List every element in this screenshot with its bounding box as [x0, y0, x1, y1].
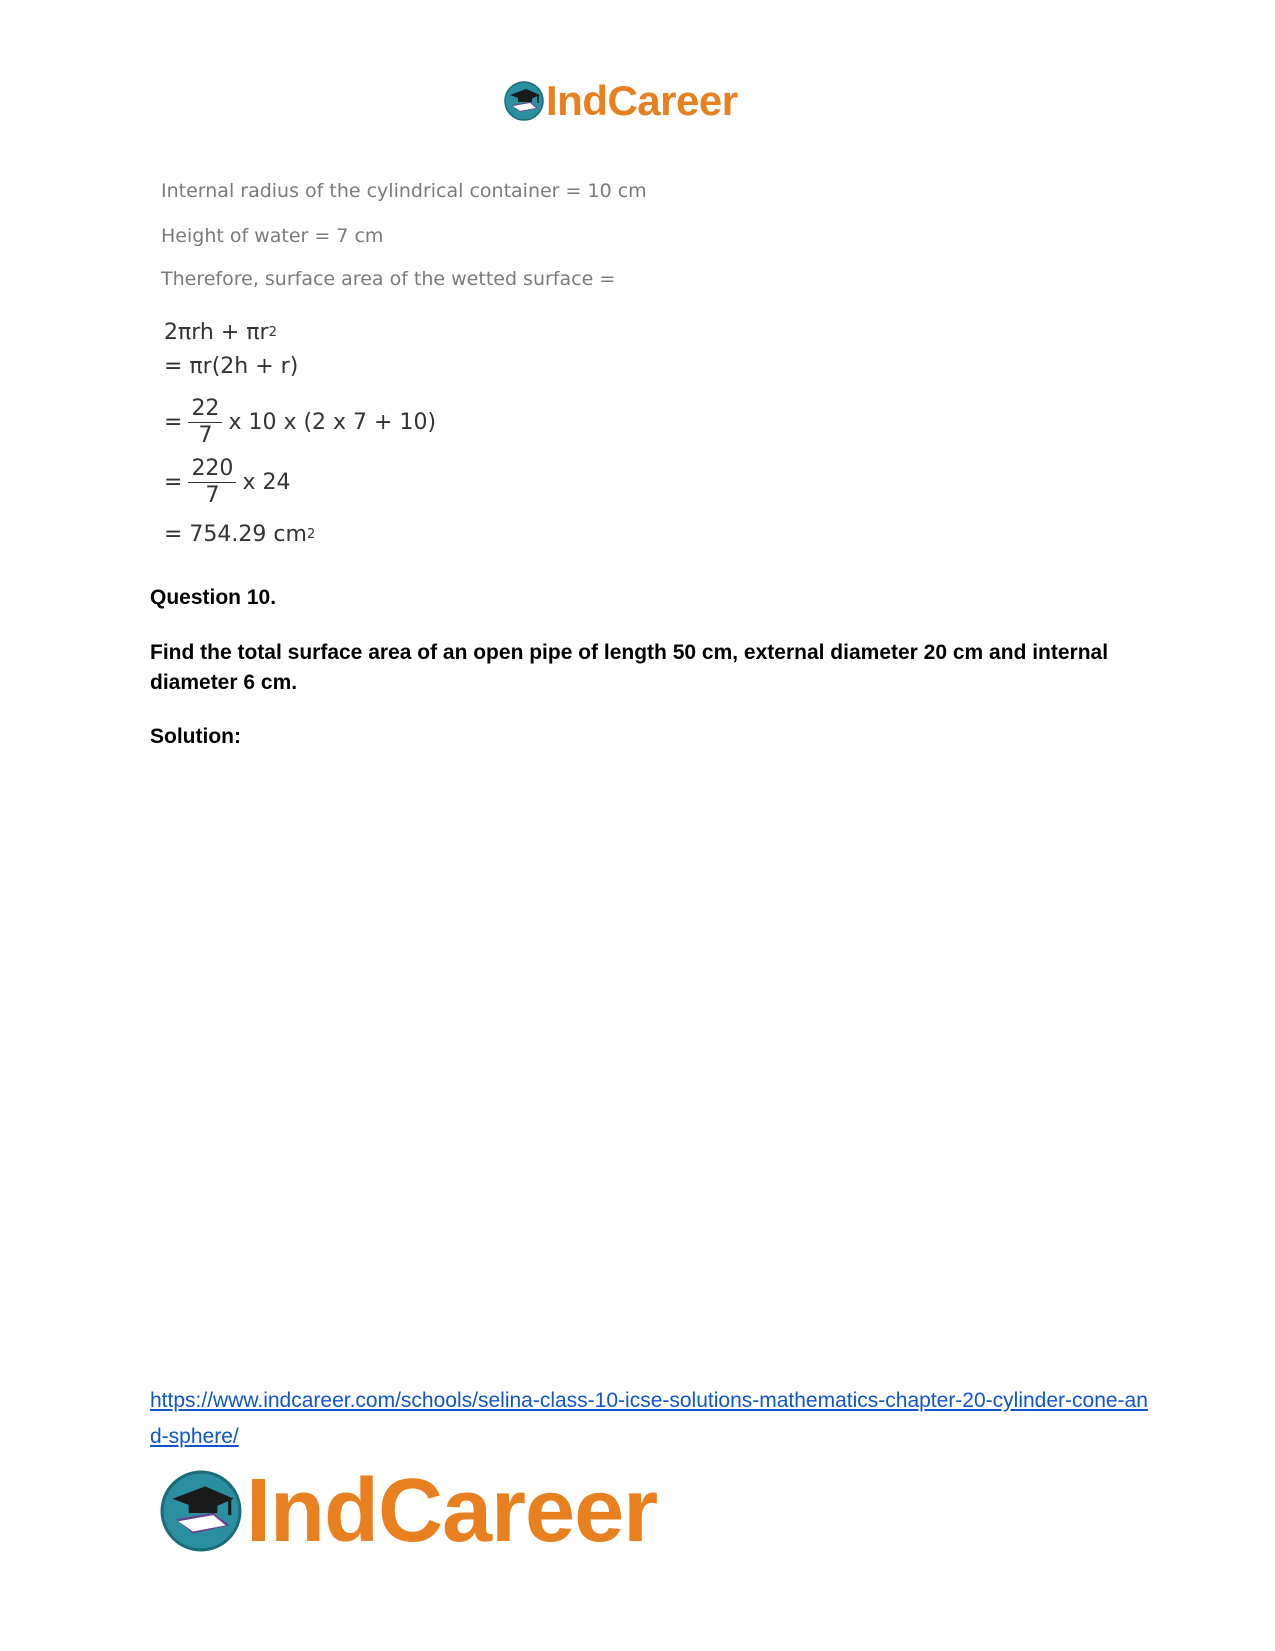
math-step-1 — [164, 320, 277, 345]
math-step-4-suffix: x 24 — [242, 470, 291, 495]
math-step-3-suffix: x 10 x (2 x 7 + 10) — [228, 410, 437, 435]
math-step-5 — [164, 522, 315, 547]
question-heading: Question 10. — [150, 586, 277, 609]
graduation-cap-book-icon — [504, 81, 544, 121]
math-step-5-text: = 754.29 cm — [164, 522, 307, 547]
header-logo — [504, 77, 738, 124]
logo-text: IndCareer — [546, 77, 738, 124]
fraction-denominator: 7 — [198, 423, 213, 448]
math-step-2 — [164, 354, 298, 379]
math-step-5-exponent: 2 — [306, 527, 316, 542]
math-step-1-exponent: 2 — [268, 325, 277, 340]
fraction-denominator: 7 — [205, 483, 220, 508]
fraction-220-7 — [188, 456, 236, 509]
fraction-numerator: 22 — [188, 396, 222, 423]
fraction-numerator: 220 — [188, 456, 236, 483]
given-radius: Internal radius of the cylindrical container = 10 cm — [161, 180, 647, 202]
math-step-4-prefix: = — [164, 470, 183, 495]
math-step-2-text: = πr(2h + r) — [164, 354, 299, 379]
given-height: Height of water = 7 cm — [161, 225, 384, 247]
math-step-3 — [164, 396, 436, 449]
fraction-22-7 — [188, 396, 222, 449]
solution-label: Solution: — [150, 725, 241, 748]
math-step-4 — [164, 456, 290, 509]
math-step-1-text: 2πrh + πr — [164, 320, 269, 345]
question-text: Find the total surface area of an open pipe of length 50 cm, external diameter 20 cm and internal diameter 6 cm. — [150, 641, 1109, 694]
graduation-cap-book-icon — [160, 1470, 242, 1552]
wetted-surface-label: Therefore, surface area of the wetted surface = — [161, 268, 616, 290]
logo-text: IndCareer — [246, 1461, 658, 1561]
math-step-3-prefix: = — [164, 410, 183, 435]
footer-logo — [160, 1461, 658, 1561]
source-url-link[interactable]: https://www.indcareer.com/schools/selina-class-10-icse-solutions-mathematics-chapter-20-cylinder-cone-and-sphere/ — [150, 1389, 1148, 1448]
